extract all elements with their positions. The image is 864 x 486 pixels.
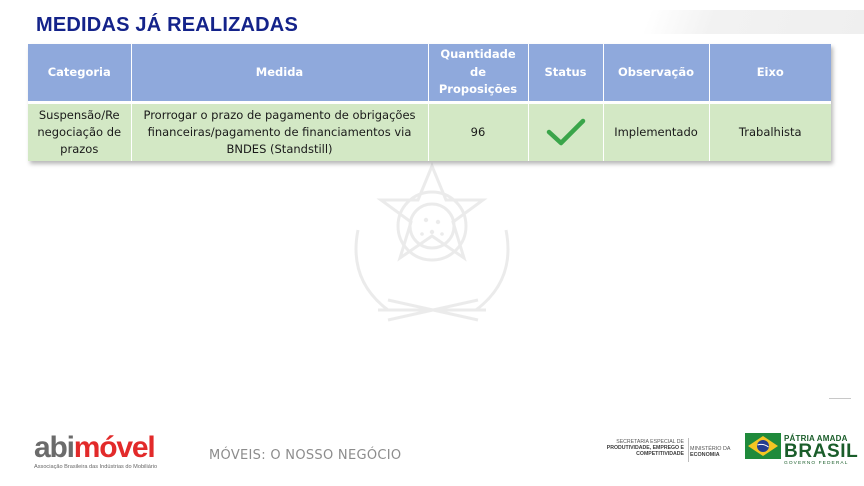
cell-line: Prorrogar o prazo de pagamento de obrigações <box>143 108 416 123</box>
cell-quantidade: 96 <box>428 102 528 161</box>
header-eixo: Eixo <box>709 44 831 102</box>
abimovel-logo <box>34 433 157 470</box>
secretaria-line: SECRETARIA ESPECIAL DE <box>616 439 684 445</box>
secretaria-line: PRODUTIVIDADE, EMPREGO E <box>606 445 684 451</box>
table-row <box>28 102 831 161</box>
logo-movel-text: móvel <box>73 431 155 464</box>
patria-amada-brasil-logo <box>784 434 858 466</box>
cell-line: financeiras/pagamento de financiamentos via <box>147 124 412 139</box>
coat-of-arms-watermark <box>318 160 546 338</box>
cell-line: negociação de <box>37 124 122 139</box>
logo-tagline: Associação Brasileira das Indústrias do Mobiliário <box>34 464 158 470</box>
header-categoria: Categoria <box>28 44 131 102</box>
cell-line: BNDES (Standstill) <box>226 141 333 156</box>
header-observacao: Observação <box>603 44 709 102</box>
header-quantidade-line: Quantidade <box>440 47 516 62</box>
header-quantidade-line: Proposições <box>438 81 518 96</box>
measures-table <box>28 44 831 161</box>
header-medida: Medida <box>131 44 428 102</box>
divider <box>829 398 851 399</box>
ministerio-label <box>690 446 742 458</box>
checkmark-icon <box>546 118 586 146</box>
table-header-row <box>28 44 831 102</box>
corner-decoration <box>642 10 864 34</box>
cell-medida <box>131 102 428 161</box>
header-quantidade <box>428 44 528 102</box>
cell-observacao: Implementado <box>603 102 709 161</box>
logo-abi-text: abi <box>34 431 74 464</box>
brazil-flag-icon <box>745 433 781 459</box>
patria-gov-text: GOVERNO FEDERAL <box>784 461 849 466</box>
cell-line: Suspensão/Re <box>38 108 120 123</box>
ministerio-line: MINISTÉRIO DA <box>690 446 731 452</box>
secretaria-line: COMPETITIVIDADE <box>636 451 684 457</box>
footer-separator <box>688 438 689 462</box>
cell-line: prazos <box>60 141 99 156</box>
header-quantidade-line: de <box>469 64 487 79</box>
cell-categoria <box>28 102 131 161</box>
cell-eixo: Trabalhista <box>709 102 831 161</box>
patria-top-text: PÁTRIA AMADA <box>784 434 848 443</box>
header-status: Status <box>528 44 603 102</box>
abimovel-wordmark <box>34 433 157 463</box>
secretaria-label <box>600 439 684 457</box>
footer-slogan: MÓVEIS: O NOSSO NEGÓCIO <box>209 448 402 463</box>
cell-status <box>528 102 603 161</box>
slide-title: MEDIDAS JÁ REALIZADAS <box>36 14 298 36</box>
patria-main-text: BRASIL <box>784 441 859 462</box>
ministerio-line: ECONOMIA <box>690 452 720 458</box>
